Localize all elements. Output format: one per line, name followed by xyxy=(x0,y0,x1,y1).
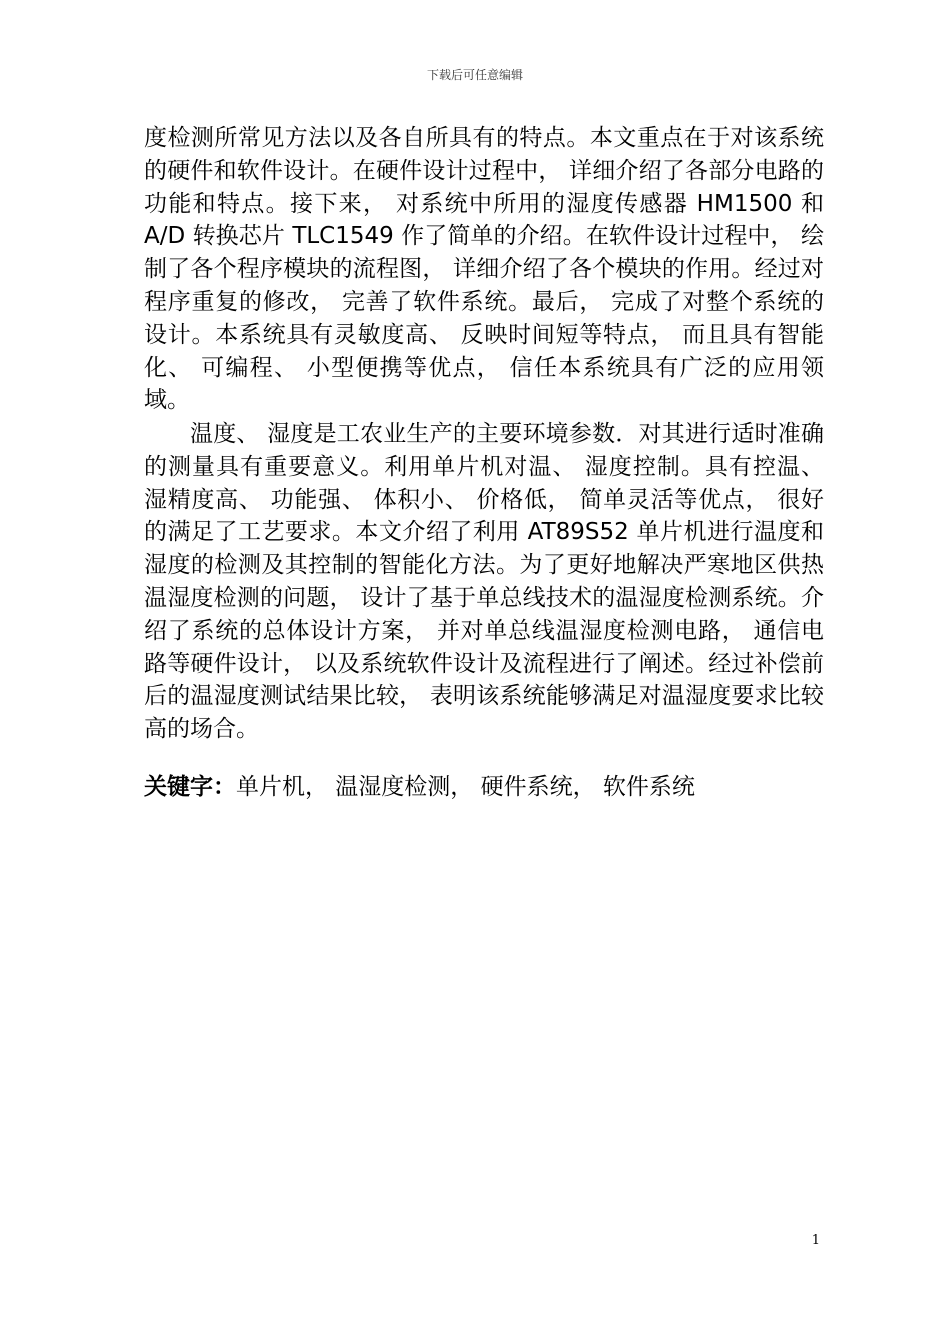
keywords-line xyxy=(144,771,824,803)
page-header: 下载后可任意编辑 xyxy=(426,68,523,82)
paragraph-1: 度检测所常见方法以及各自所具有的特点。本文重点在于对该系统的硬件和软件设计。在硬件设计过程中， 详细介绍了各部分电路的功能和特点。接下来， 对系统中所用的湿度传感器 HM1500 和A/D 转换芯片 TLC1549 作了简单的介绍。在软件设计过程中， 绘制了各个程序模块的流程图， 详细介绍了各个模块的作用。经过对程序重复的修改， 完善了软件系统。最后， 完成了对整个系统的设计。本系统具有灵敏度高、 反映时间短等特点， 而且具有智能化、 可编程、 小型便携等优点， 信任本系统具有广泛的应用领域。 xyxy=(144,125,824,414)
keywords-label: 关键字： xyxy=(144,774,236,800)
page-number: 1 xyxy=(811,1233,820,1248)
keywords-text: 单片机， 温湿度检测， 硬件系统， 软件系统 xyxy=(236,774,695,800)
paragraph-2: 温度、 湿度是工农业生产的主要环境参数．对其进行适时准确的测量具有重要意义。利用单片机对温、 湿度控制。具有控温、 湿精度高、 功能强、 体积小、 价格低， 简单灵活等优点， 很好的满足了工艺要求。本文介绍了利用 AT89S52 单片机进行温度和湿度的检测及其控制的智能化方法。为了更好地解决严寒地区供热温湿度检测的问题， 设计了基于单总线技术的温湿度检测系统。介绍了系统的总体设计方案， 并对单总线温湿度检测电路， 通信电路等硬件设计， 以及系统软件设计及流程进行了阐述。经过补偿前后的温湿度测试结果比较， 表明该系统能够满足对温湿度要求比较高的场合。 xyxy=(144,421,824,743)
